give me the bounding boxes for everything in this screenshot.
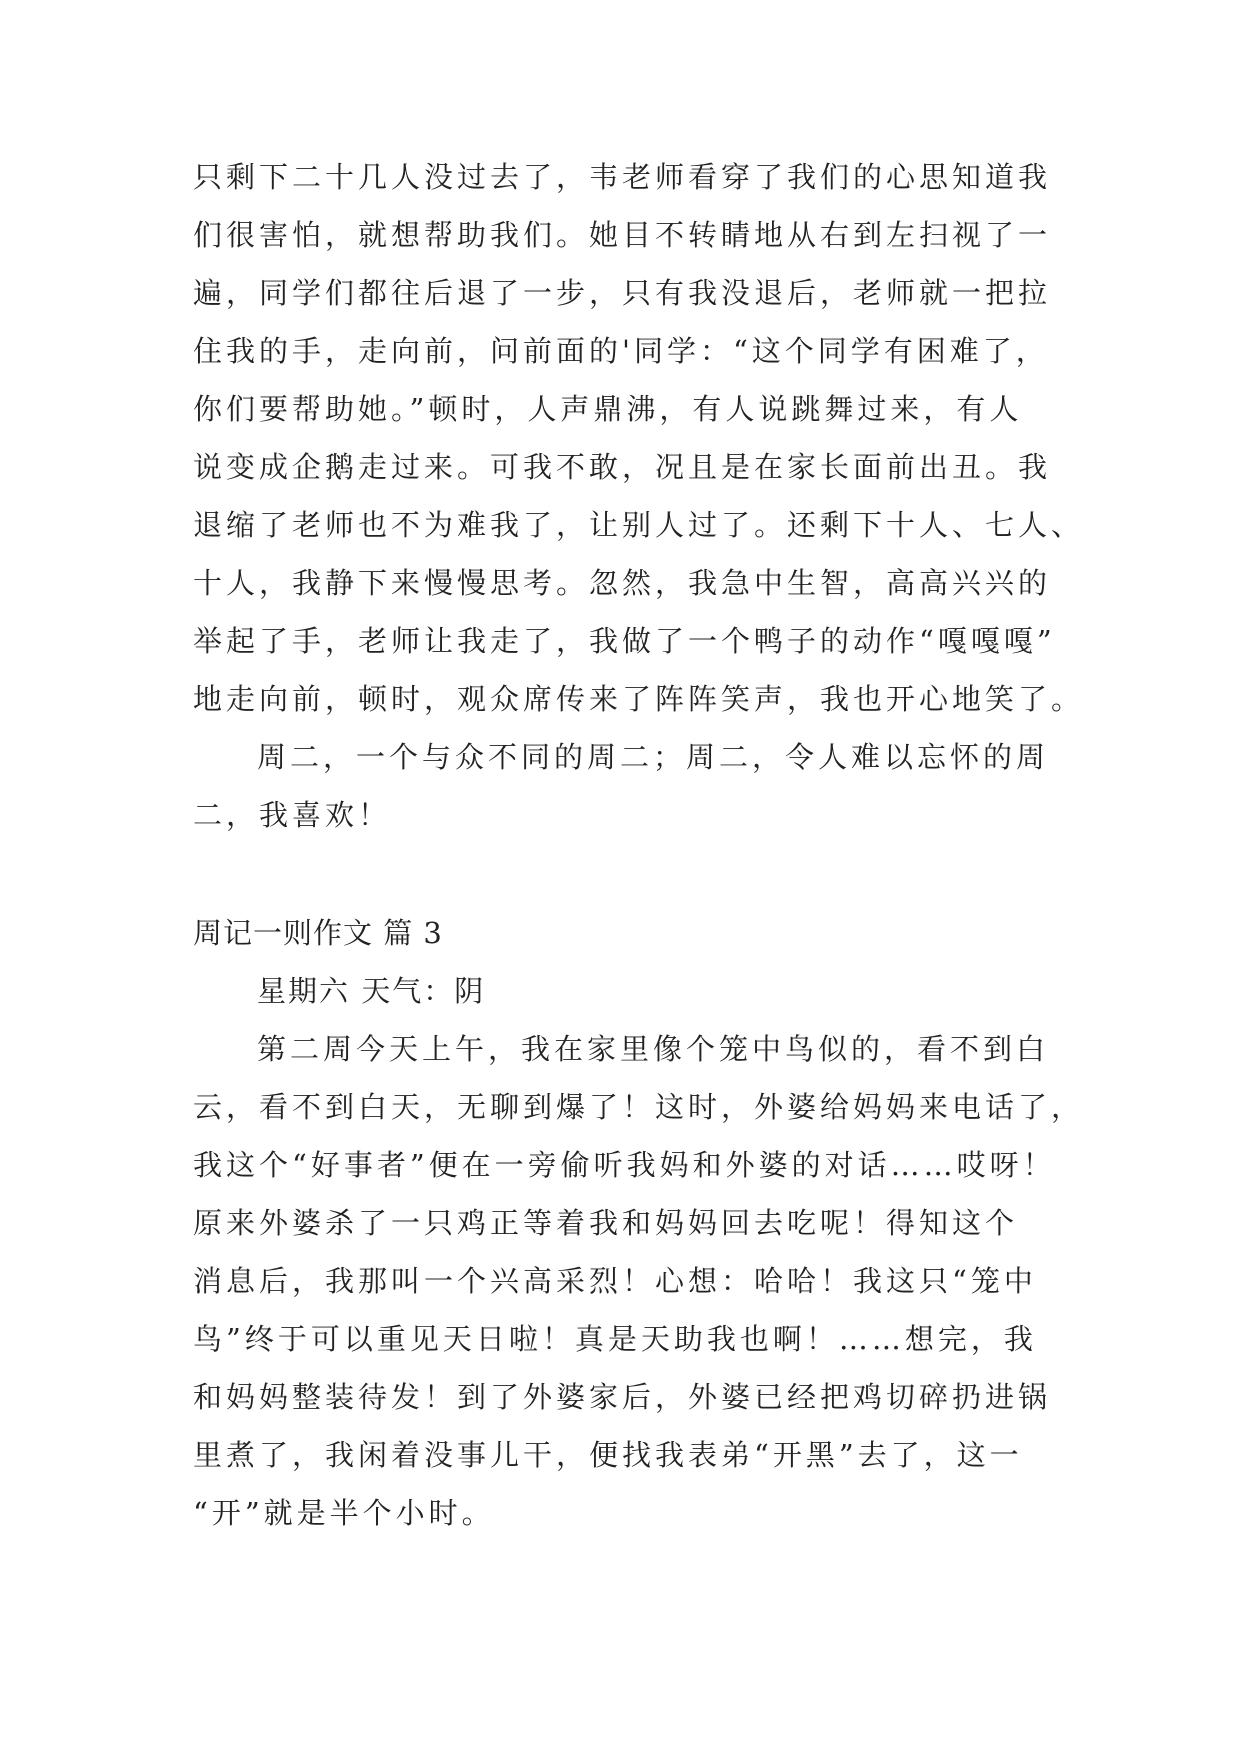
paragraph-line: 我这个“好事者”便在一旁偷听我妈和外婆的对话……哎呀！ — [193, 1148, 1056, 1182]
paragraph-line: 原来外婆杀了一只鸡正等着我和妈妈回去吃呢！得知这个 — [193, 1206, 1019, 1240]
paragraph-line: 消息后，我那叫一个兴高采烈！心想：哈哈！我这只“笼中 — [193, 1264, 1037, 1298]
paragraph-line: 住我的手，走向前，问前面的'同学：“这个同学有困难了， — [193, 334, 1049, 368]
section-gap — [193, 854, 1055, 914]
closing-line: 周二，一个与众不同的周二；周二，令人难以忘怀的周 — [257, 740, 1050, 774]
weather-line: 星期六 天气：阴 — [257, 974, 486, 1008]
paragraph-line: 地走向前，顿时，观众席传来了阵阵笑声，我也开心地笑了。 — [193, 682, 1085, 716]
paragraph-line: “开”就是半个小时。 — [193, 1496, 495, 1530]
paragraph-line: 们很害怕，就想帮助我们。她目不转睛地从右到左扫视了一 — [193, 218, 1052, 252]
paragraph-line: 里煮了，我闲着没事儿干，便找我表弟“开黑”去了，这一 — [193, 1438, 1023, 1472]
paragraph-line: 说变成企鹅走过来。可我不敢，况且是在家长面前出丑。我 — [193, 450, 1052, 484]
paragraph-line: 只剩下二十几人没过去了，韦老师看穿了我们的心思知道我 — [193, 160, 1052, 194]
paragraph-line: 云，看不到白天，无聊到爆了！这时，外婆给妈妈来电话了， — [193, 1090, 1085, 1124]
paragraph-line: 退缩了老师也不为难我了，让别人过了。还剩下十人、七人、 — [193, 508, 1085, 542]
section-heading: 周记一则作文 篇 3 — [193, 916, 443, 950]
closing-line: 二，我喜欢！ — [193, 798, 392, 832]
paragraph-line: 鸟”终于可以重见天日啦！真是天助我也啊！……想完，我 — [193, 1322, 1037, 1356]
paragraph-line: 十人，我静下来慢慢思考。忽然，我急中生智，高高兴兴的 — [193, 566, 1052, 600]
paragraph-line: 和妈妈整装待发！到了外婆家后，外婆已经把鸡切碎扔进锅 — [193, 1380, 1052, 1414]
document-body — [193, 158, 1085, 1552]
paragraph-line: 遍，同学们都往后退了一步，只有我没退后，老师就一把拉 — [193, 276, 1052, 310]
paragraph-line: 你们要帮助她。”顿时，人声鼎沸，有人说跳舞过来，有人 — [193, 392, 1023, 426]
paragraph-line: 第二周今天上午，我在家里像个笼中鸟似的，看不到白 — [257, 1032, 1050, 1066]
paragraph-line: 举起了手，老师让我走了，我做了一个鸭子的动作“嘎嘎嘎” — [193, 624, 1056, 658]
